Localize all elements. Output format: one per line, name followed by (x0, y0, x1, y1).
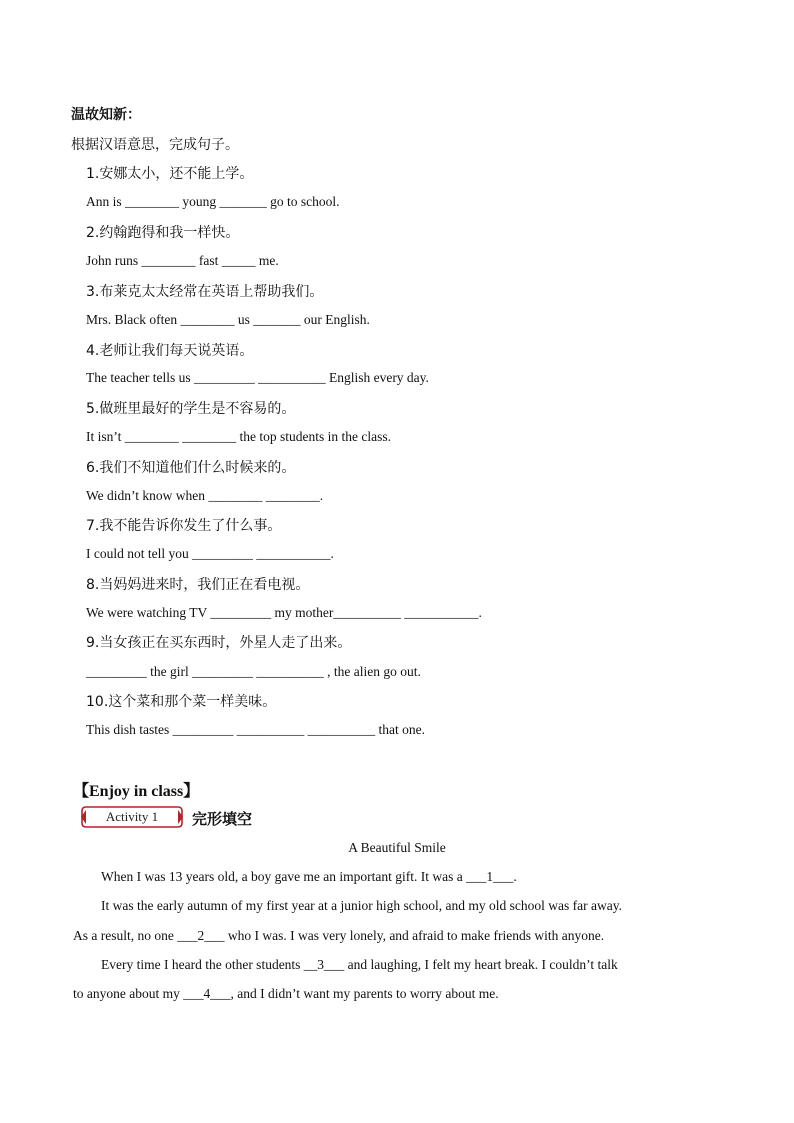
item-6-chinese: 6.我们不知道他们什么时候来的。 (86, 460, 296, 476)
activity-title: 完形填空 (192, 810, 253, 828)
passage-line-5: to anyone about my ___4___, and I didn’t want my parents to worry about me. (73, 986, 499, 1001)
item-2-chinese: 2.约翰跑得和我一样快。 (86, 225, 240, 241)
item-10-chinese: 10.这个菜和那个菜一样美味。 (86, 694, 277, 710)
item-5-chinese: 5.做班里最好的学生是不容易的。 (86, 401, 296, 417)
item-7-chinese: 7.我不能告诉你发生了什么事。 (86, 518, 282, 534)
item-1-english: Ann is ________ young _______ go to school. (86, 194, 340, 209)
passage-line-1: When I was 13 years old, a boy gave me an important gift. It was a ___1___. (101, 869, 517, 884)
item-8-english: We were watching TV _________ my mother__________ ___________. (86, 605, 482, 620)
item-3-english: Mrs. Black often ________ us _______ our English. (86, 312, 370, 327)
passage-line-2: It was the early autumn of my first year at a junior high school, and my old school was far away. (101, 898, 622, 913)
item-5-english: It isn’t ________ ________ the top students in the class. (86, 429, 391, 444)
item-3-chinese: 3.布莱克太太经常在英语上帮助我们。 (86, 284, 324, 300)
activity-badge (80, 805, 184, 829)
passage-title: A Beautiful Smile (348, 840, 446, 855)
enjoy-heading: 【Enjoy in class】 (73, 783, 200, 800)
review-heading: 温故知新： (71, 107, 141, 123)
activity-badge-label: Activity 1 (105, 809, 159, 824)
passage-line-4: Every time I heard the other students __3___ and laughing, I felt my heart break. I couldn’t talk (101, 957, 618, 972)
review-instruction: 根据汉语意思，完成句子。 (71, 137, 239, 153)
item-8-chinese: 8.当妈妈进来时，我们正在看电视。 (86, 577, 310, 593)
item-2-english: John runs ________ fast _____ me. (86, 253, 279, 268)
passage-line-3: As a result, no one ___2___ who I was. I was very lonely, and afraid to make friends with anyone. (73, 928, 605, 943)
item-4-english: The teacher tells us _________ __________ English every day. (86, 370, 429, 385)
item-9-english: _________ the girl _________ __________ , the alien go out. (86, 664, 421, 679)
item-7-english: I could not tell you _________ ___________. (86, 546, 334, 561)
item-9-chinese: 9.当女孩正在买东西时，外星人走了出来。 (86, 635, 352, 651)
item-10-english: This dish tastes _________ __________ __________ that one. (86, 722, 425, 737)
item-1-chinese: 1.安娜太小，还不能上学。 (86, 166, 254, 182)
item-4-chinese: 4.老师让我们每天说英语。 (86, 343, 254, 359)
item-6-english: We didn’t know when ________ ________. (86, 488, 324, 503)
